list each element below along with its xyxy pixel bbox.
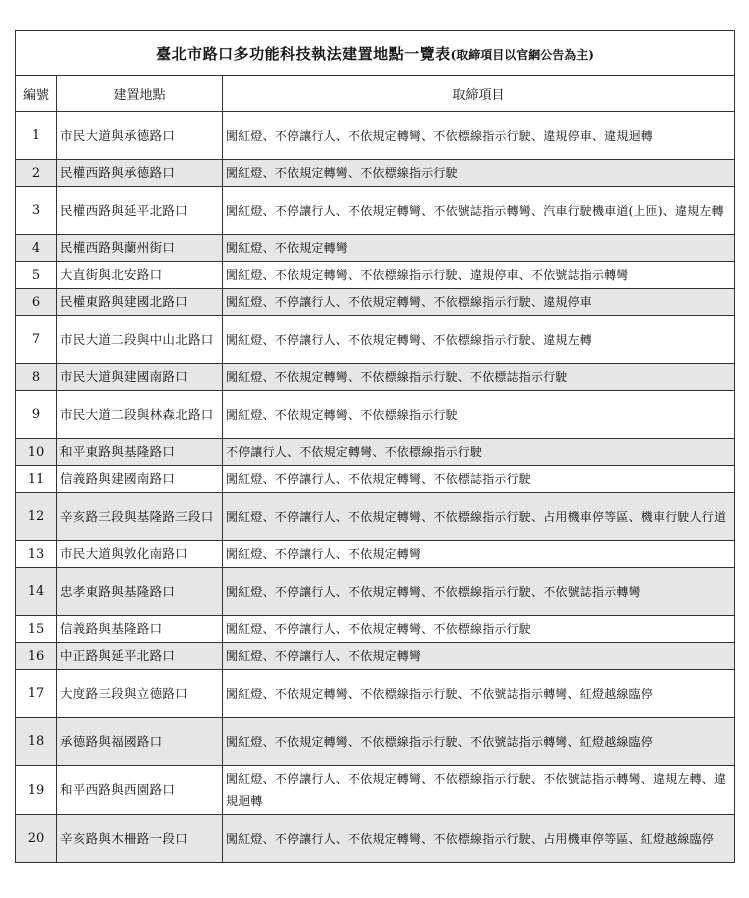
row-number: 1: [16, 112, 57, 160]
row-location: 承德路與福國路口: [57, 718, 223, 766]
table-row: [16, 439, 735, 466]
row-number: 9: [16, 391, 57, 439]
enforcement-locations-table: [15, 30, 735, 863]
table-row: [16, 187, 735, 235]
row-items: 闖紅燈、不停讓行人、不依規定轉彎、不依號誌指示轉彎、汽車行駛機車道(上匝)、違規左轉: [223, 187, 735, 235]
table-row: [16, 364, 735, 391]
row-number: 16: [16, 643, 57, 670]
table-row: [16, 316, 735, 364]
table-row: [16, 493, 735, 541]
row-number: 20: [16, 815, 57, 863]
table-row: [16, 568, 735, 616]
row-number: 4: [16, 235, 57, 262]
row-number: 14: [16, 568, 57, 616]
row-location: 中正路與延平北路口: [57, 643, 223, 670]
header-row: [16, 76, 735, 112]
row-number: 19: [16, 766, 57, 815]
row-number: 17: [16, 670, 57, 718]
row-items: 闖紅燈、不依規定轉彎: [223, 235, 735, 262]
row-items: 闖紅燈、不依規定轉彎、不依標線指示行駛: [223, 160, 735, 187]
row-items: 闖紅燈、不停讓行人、不依規定轉彎: [223, 643, 735, 670]
row-location: 市民大道與建國南路口: [57, 364, 223, 391]
row-number: 3: [16, 187, 57, 235]
row-items: 闖紅燈、不停讓行人、不依規定轉彎、不依標線指示行駛、不依號誌指示轉彎、違規左轉、違規迴轉: [223, 766, 735, 815]
table-row: [16, 670, 735, 718]
row-items: 闖紅燈、不停讓行人、不依規定轉彎、不依標線指示行駛、占用機車停等區、紅燈越線臨停: [223, 815, 735, 863]
row-number: 11: [16, 466, 57, 493]
row-items: 闖紅燈、不停讓行人、不依規定轉彎、不依標線指示行駛、違規停車、違規迴轉: [223, 112, 735, 160]
table-row: [16, 541, 735, 568]
row-items: 闖紅燈、不依規定轉彎、不依標線指示行駛、不依標誌指示行駛: [223, 364, 735, 391]
row-location: 市民大道與承德路口: [57, 112, 223, 160]
table-row: [16, 112, 735, 160]
row-location: 辛亥路與木柵路一段口: [57, 815, 223, 863]
row-items: 闖紅燈、不停讓行人、不依規定轉彎、不依標線指示行駛、違規停車: [223, 289, 735, 316]
row-location: 忠孝東路與基隆路口: [57, 568, 223, 616]
row-items: 闖紅燈、不停讓行人、不依規定轉彎: [223, 541, 735, 568]
row-number: 10: [16, 439, 57, 466]
row-items: 不停讓行人、不依規定轉彎、不依標線指示行駛: [223, 439, 735, 466]
row-location: 大度路三段與立德路口: [57, 670, 223, 718]
table-title-note: (取締項目以官網公告為主): [450, 47, 594, 62]
row-number: 12: [16, 493, 57, 541]
row-number: 8: [16, 364, 57, 391]
row-location: 民權西路與承德路口: [57, 160, 223, 187]
header-items: 取締項目: [223, 76, 735, 112]
header-number: 編號: [16, 76, 57, 112]
row-number: 7: [16, 316, 57, 364]
row-location: 和平東路與基隆路口: [57, 439, 223, 466]
row-number: 2: [16, 160, 57, 187]
row-number: 6: [16, 289, 57, 316]
row-location: 市民大道二段與中山北路口: [57, 316, 223, 364]
row-location: 民權東路與建國北路口: [57, 289, 223, 316]
row-location: 辛亥路三段與基隆路三段口: [57, 493, 223, 541]
row-items: 闖紅燈、不依規定轉彎、不依標線指示行駛、不依號誌指示轉彎、紅燈越線臨停: [223, 718, 735, 766]
table-row: [16, 289, 735, 316]
row-location: 信義路與基隆路口: [57, 616, 223, 643]
row-number: 15: [16, 616, 57, 643]
row-items: 闖紅燈、不停讓行人、不依規定轉彎、不依標誌指示行駛: [223, 466, 735, 493]
row-number: 18: [16, 718, 57, 766]
table-row: [16, 766, 735, 815]
table-row: [16, 815, 735, 863]
row-items: 闖紅燈、不依規定轉彎、不依標線指示行駛: [223, 391, 735, 439]
table-row: [16, 616, 735, 643]
row-number: 13: [16, 541, 57, 568]
row-items: 闖紅燈、不依規定轉彎、不依標線指示行駛、違規停車、不依號誌指示轉彎: [223, 262, 735, 289]
table-row: [16, 466, 735, 493]
header-location: 建置地點: [57, 76, 223, 112]
row-location: 民權西路與蘭州街口: [57, 235, 223, 262]
row-items: 闖紅燈、不依規定轉彎、不依標線指示行駛、不依號誌指示轉彎、紅燈越線臨停: [223, 670, 735, 718]
row-items: 闖紅燈、不停讓行人、不依規定轉彎、不依標線指示行駛、違規左轉: [223, 316, 735, 364]
table-title-cell: [16, 31, 735, 76]
table-row: [16, 235, 735, 262]
table-row: [16, 643, 735, 670]
table-row: [16, 262, 735, 289]
table-body: [16, 112, 735, 863]
table-row: [16, 391, 735, 439]
row-location: 和平西路與西園路口: [57, 766, 223, 815]
row-items: 闖紅燈、不停讓行人、不依規定轉彎、不依標線指示行駛: [223, 616, 735, 643]
title-row: [16, 31, 735, 76]
row-location: 市民大道二段與林森北路口: [57, 391, 223, 439]
row-location: 市民大道與敦化南路口: [57, 541, 223, 568]
table-title: 臺北市路口多功能科技執法建置地點一覽表: [156, 44, 451, 63]
row-location: 信義路與建國南路口: [57, 466, 223, 493]
row-location: 民權西路與延平北路口: [57, 187, 223, 235]
table-row: [16, 718, 735, 766]
row-location: 大直街與北安路口: [57, 262, 223, 289]
row-number: 5: [16, 262, 57, 289]
table-row: [16, 160, 735, 187]
row-items: 闖紅燈、不停讓行人、不依規定轉彎、不依標線指示行駛、不依號誌指示轉彎: [223, 568, 735, 616]
row-items: 闖紅燈、不停讓行人、不依規定轉彎、不依標線指示行駛、占用機車停等區、機車行駛人行道: [223, 493, 735, 541]
